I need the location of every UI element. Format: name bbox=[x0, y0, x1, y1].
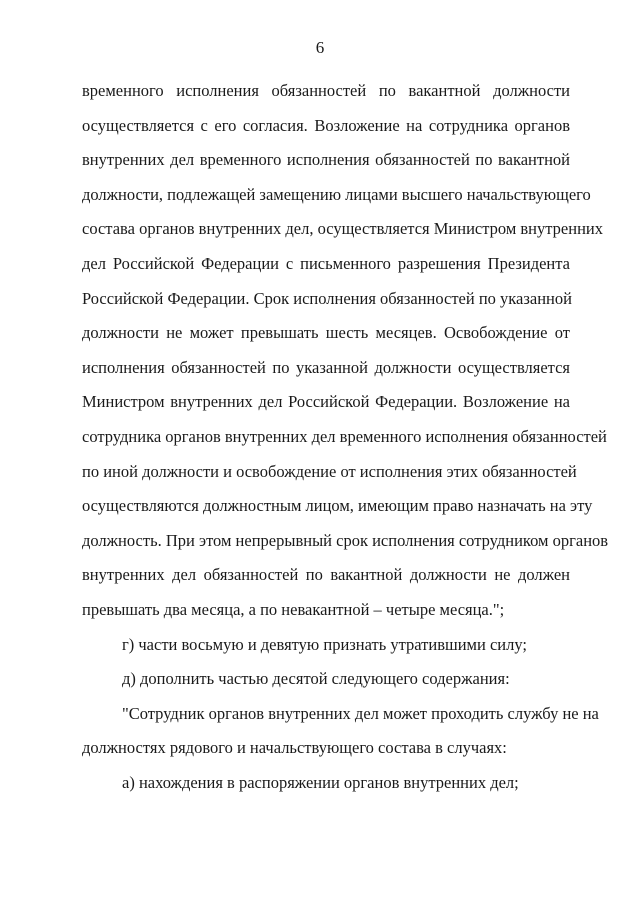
text-line: Российской Федерации. Срок исполнения обязанностей по указанной bbox=[82, 288, 572, 308]
text-line: временного исполнения обязанностей по вакантной должности bbox=[82, 81, 570, 100]
quoted-paragraph-start: "Сотрудник органов внутренних дел может проходить службу не на bbox=[122, 703, 599, 723]
list-item-d: д) дополнить частью десятой следующего содержания: bbox=[122, 669, 510, 689]
text-line: по иной должности и освобождение от исполнения этих обязанностей bbox=[82, 461, 577, 481]
text-line: превышать два месяца, а по невакантной – четыре месяца."; bbox=[82, 599, 505, 619]
text-line: должностях рядового и начальствующего состава в случаях: bbox=[82, 738, 507, 758]
text-line: внутренних дел временного исполнения обязанностей по вакантной bbox=[82, 150, 570, 170]
text-line: осуществляются должностным лицом, имеющим право назначать на эту bbox=[82, 496, 593, 516]
page-number: 6 bbox=[315, 38, 325, 57]
document-body bbox=[82, 74, 609, 800]
list-item-a: а) нахождения в распоряжении органов внутренних дел; bbox=[122, 772, 519, 792]
text-line: сотрудника органов внутренних дел временного исполнения обязанностей bbox=[82, 426, 607, 446]
text-line: осуществляется с его согласия. Возложение на сотрудника органов bbox=[82, 115, 570, 135]
text-line: состава органов внутренних дел, осуществляется Министром внутренних bbox=[82, 219, 603, 239]
text-line: дел Российской Федерации с письменного разрешения Президента bbox=[82, 253, 570, 273]
text-line: должности, подлежащей замещению лицами высшего начальствующего bbox=[82, 184, 591, 204]
text-line: должность. При этом непрерывный срок исполнения сотрудником органов bbox=[82, 530, 609, 550]
text-line: Министром внутренних дел Российской Федерации. Возложение на bbox=[82, 392, 570, 412]
list-item-g: г) части восьмую и девятую признать утратившими силу; bbox=[122, 634, 527, 654]
text-line: исполнения обязанностей по указанной должности осуществляется bbox=[82, 357, 570, 377]
text-line: должности не может превышать шесть месяцев. Освобождение от bbox=[82, 323, 570, 343]
text-line: внутренних дел обязанностей по вакантной должности не должен bbox=[82, 565, 570, 585]
